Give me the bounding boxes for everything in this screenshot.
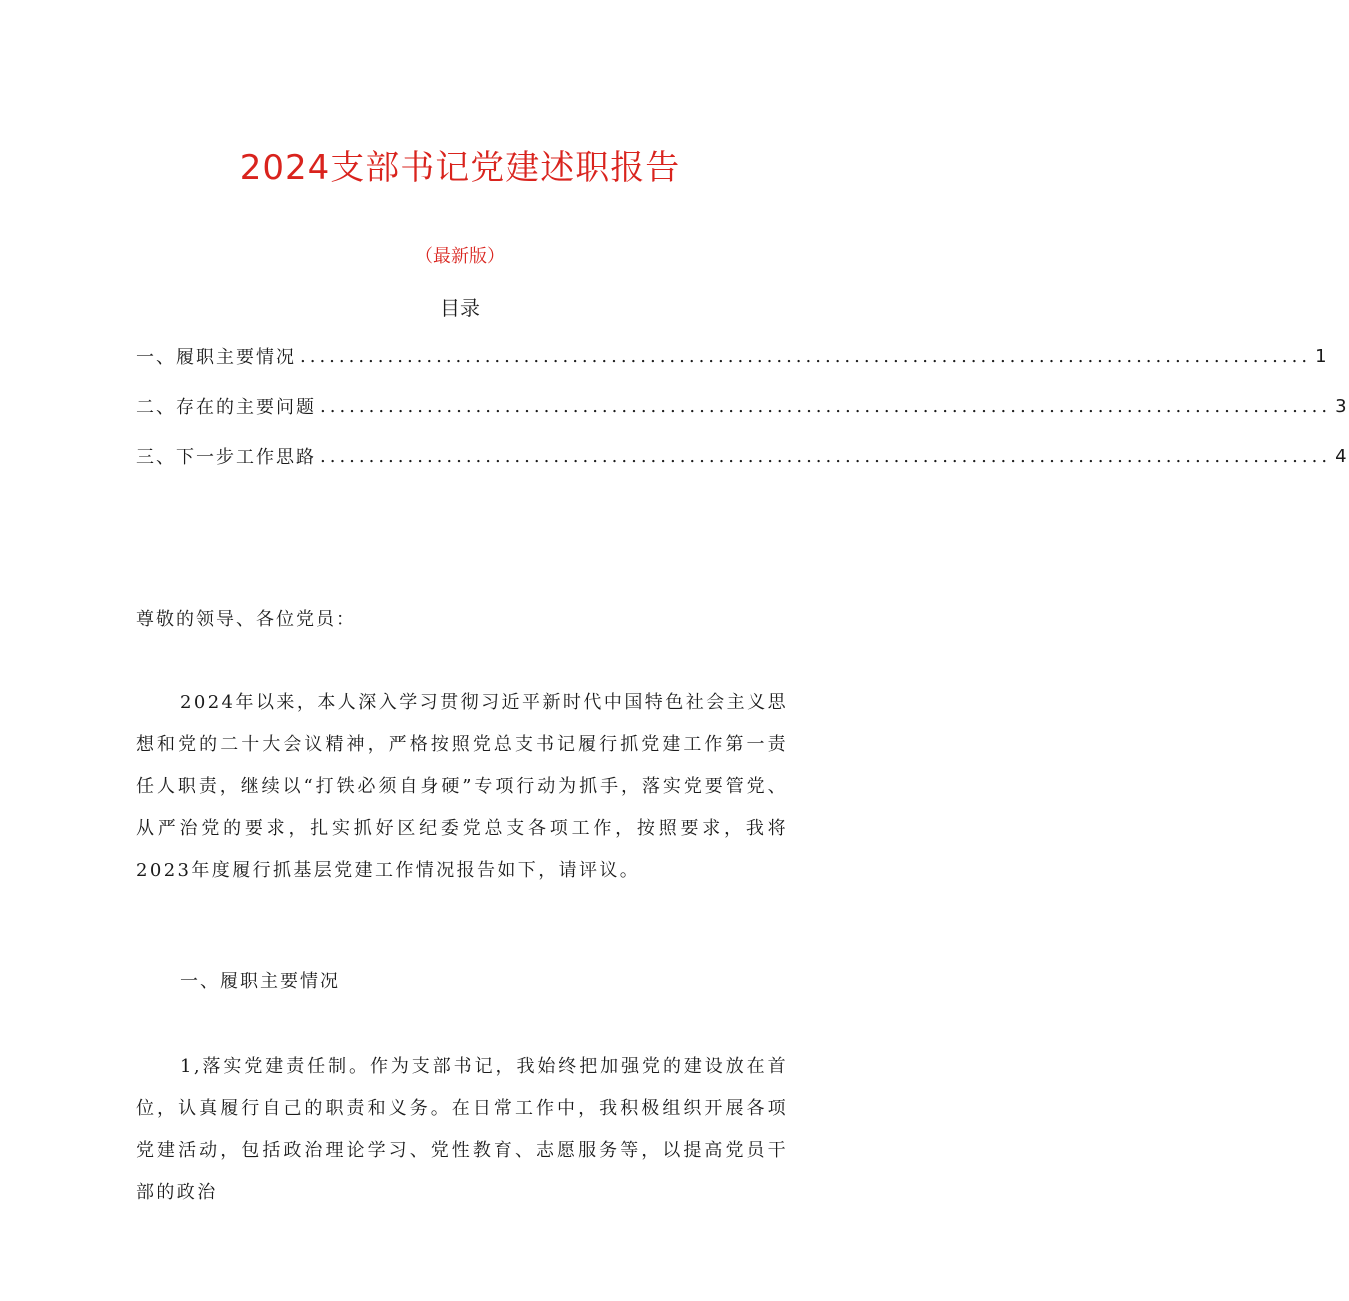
- section-1-heading: 一、履职主要情况: [180, 971, 340, 992]
- toc-dot-leader: ........................................................................................................: [300, 345, 1312, 367]
- toc-page-number: 3: [1335, 395, 1349, 417]
- toc-heading: 目录: [440, 296, 480, 320]
- toc-entry-3[interactable]: [136, 441, 1349, 471]
- toc-entry-label: 二、存在的主要问题: [136, 397, 316, 418]
- toc-entry-label: 三、下一步工作思路: [136, 447, 316, 468]
- toc-dot-leader: ........................................................................................................: [320, 395, 1332, 417]
- salutation: 尊敬的领导、各位党员：: [136, 609, 356, 630]
- document-subtitle: （最新版）: [415, 246, 505, 267]
- document-title: 2024支部书记党建述职报告: [239, 148, 681, 188]
- toc-entry-1[interactable]: [136, 341, 1329, 371]
- intro-paragraph: 2024年以来，本人深入学习贯彻习近平新时代中国特色社会主义思想和党的二十大会议精神，严格按照党总支书记履行抓党建工作第一责任人职责，继续以“打铁必须自身硬”专项行动为抓手，落实党要管党、从严治党的要求，扎实抓好区纪委党总支各项工作，按照要求，我将2023年度履行抓基层党建工作情况报告如下，请评议。: [136, 692, 788, 881]
- toc-entry-2[interactable]: [136, 391, 1349, 421]
- toc-page-number: 1: [1315, 345, 1329, 367]
- item-1-paragraph: 1,落实党建责任制。作为支部书记，我始终把加强党的建设放在首位，认真履行自己的职责和义务。在日常工作中，我积极组织开展各项党建活动，包括政治理论学习、党性教育、志愿服务等，以提高党员干部的政治: [136, 1056, 788, 1203]
- toc-dot-leader: ........................................................................................................: [320, 445, 1332, 467]
- toc-entry-label: 一、履职主要情况: [136, 347, 296, 368]
- toc-page-number: 4: [1335, 445, 1349, 467]
